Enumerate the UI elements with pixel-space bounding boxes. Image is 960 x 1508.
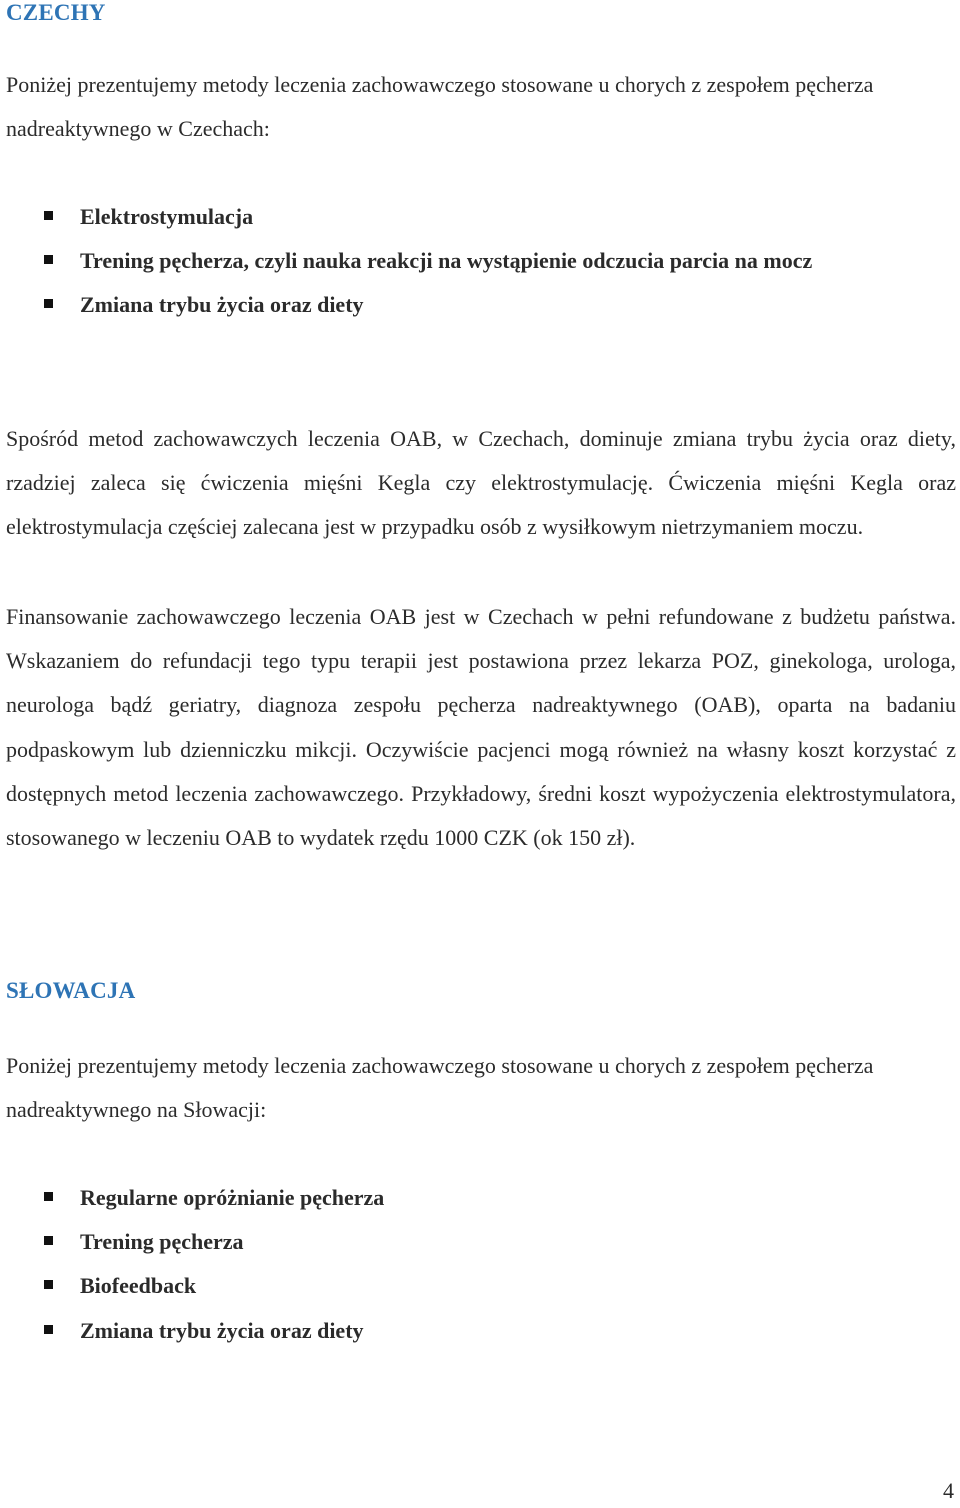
list-item xyxy=(6,1176,956,1220)
list-item-text: Biofeedback xyxy=(80,1273,197,1299)
page-number: 4 xyxy=(943,1478,954,1503)
list-item xyxy=(6,195,956,239)
square-bullet-icon xyxy=(44,1325,53,1334)
czechy-intro-paragraph: Poniżej prezentujemy metody leczenia zachowawczego stosowane u chorych z zespołem pęcherza nadreaktywnego w Czechach: xyxy=(6,72,874,142)
list-item-text: Zmiana trybu życia oraz diety xyxy=(80,292,364,318)
square-bullet-icon xyxy=(44,1192,53,1201)
list-item-text: Zmiana trybu życia oraz diety xyxy=(80,1317,364,1343)
list-item xyxy=(6,1264,956,1308)
czechy-paragraph-financing: Finansowanie zachowawczego leczenia OAB jest w Czechach w pełni refundowane z budżetu państwa. Wskazaniem do refundacji tego typu terapii jest postawiona przez lekarza POZ, ginekologa, urologa, neurologa bądź geriatry, diagnoza zespołu pęcherza nadreaktywnego (OAB), oparta na badaniu podpaskowym lub dzienniczku mikcji. Oczywiście pacjenci mogą również na własny koszt korzystać z dostępnych metod leczenia zachowawczego. Przykładowy, średni koszt wypożyczenia elektrostymulatora, stosowanego w leczeniu OAB to wydatek rzędu 1000 CZK (ok 150 zł). xyxy=(6,604,956,851)
czechy-paragraph-methods: Spośród metod zachowawczych leczenia OAB, w Czechach, dominuje zmiana trybu życia oraz diety, rzadziej zaleca się ćwiczenia mięśni Kegla czy elektrostymulację. Ćwiczenia mięśni Kegla oraz elektrostymulacja częściej zalecana jest w przypadku osób z wysiłkowym nietrzymaniem moczu. xyxy=(6,426,956,540)
list-item-text: Trening pęcherza, czyli nauka reakcji na wystąpienie odczucia parcia na mocz xyxy=(80,248,813,274)
square-bullet-icon xyxy=(44,299,53,308)
list-item xyxy=(6,1309,956,1353)
list-item-text: Trening pęcherza xyxy=(80,1229,244,1255)
list-item-text: Elektrostymulacja xyxy=(80,204,254,229)
list-item xyxy=(6,283,956,327)
list-item-text: Regularne opróżnianie pęcherza xyxy=(80,1185,385,1210)
square-bullet-icon xyxy=(44,1280,53,1289)
square-bullet-icon xyxy=(44,211,53,220)
list-item xyxy=(6,239,956,283)
square-bullet-icon xyxy=(44,255,53,264)
slowacja-intro-paragraph: Poniżej prezentujemy metody leczenia zachowawczego stosowane u chorych z zespołem pęcherza nadreaktywnego na Słowacji: xyxy=(6,1053,874,1123)
slowacja-bullet-list xyxy=(6,1176,956,1353)
section-heading-czechy: CZECHY xyxy=(6,0,106,25)
list-item xyxy=(6,1220,956,1264)
czechy-bullet-list xyxy=(6,195,956,328)
section-heading-slowacja: SŁOWACJA xyxy=(6,978,136,1003)
square-bullet-icon xyxy=(44,1236,53,1245)
